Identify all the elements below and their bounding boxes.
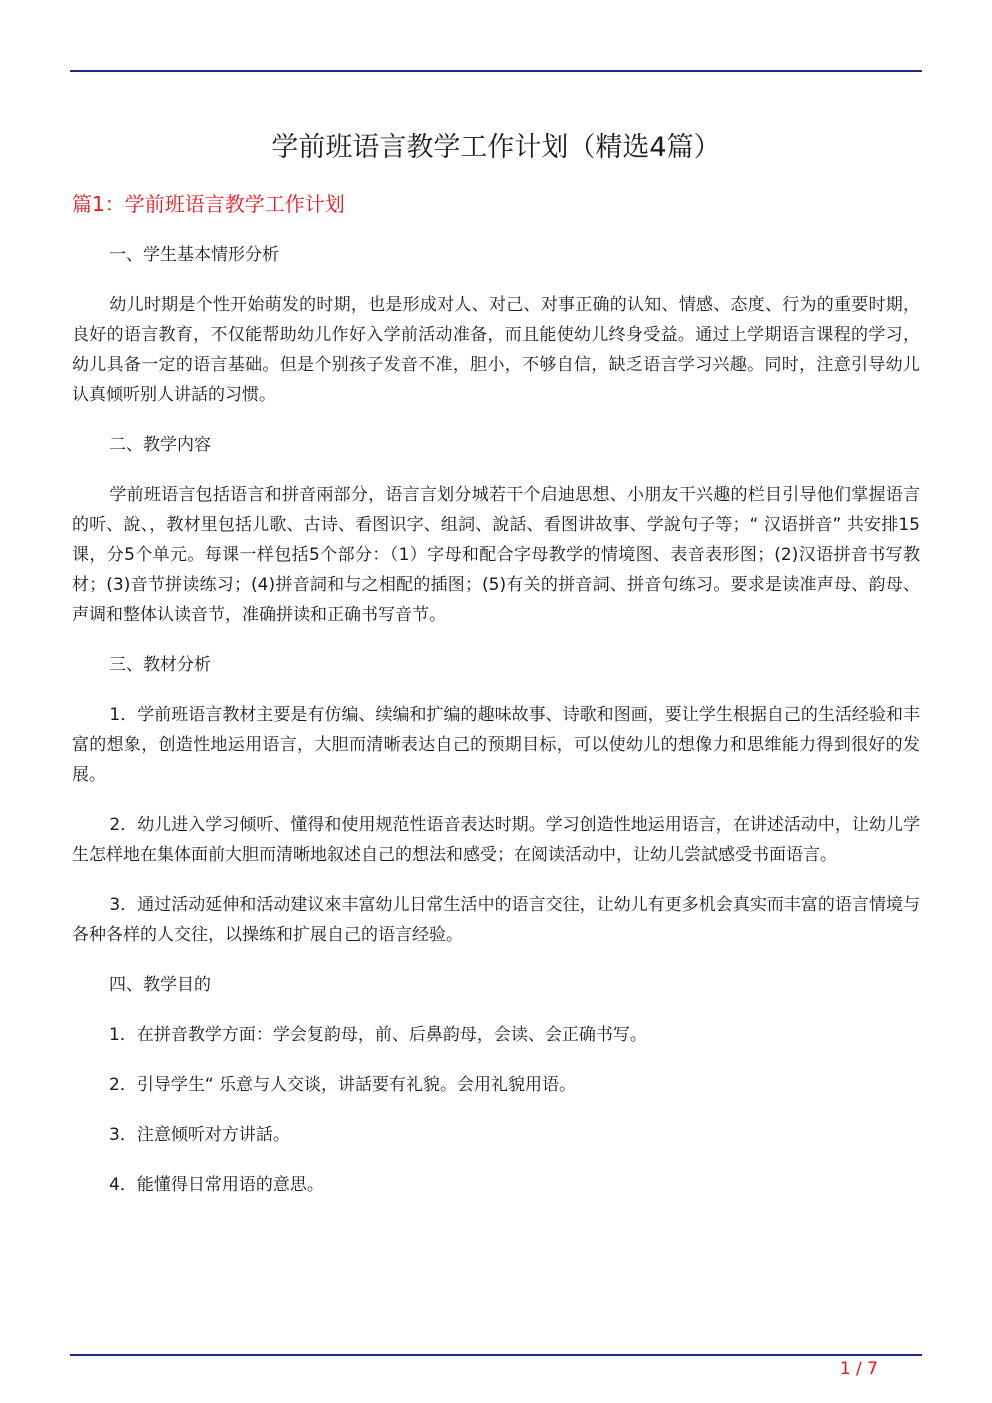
page-number: 1 / 7 <box>839 1359 878 1379</box>
goal-item-3: 3．注意倾听对方讲話。 <box>109 1125 290 1145</box>
paragraph-textbook-point-3: 3．通过活动延伸和活动建议來丰富幼儿日常生活中的语言交往，让幼儿有更多机会真实而丰富的语言情境与各种各样的人交往，以操练和扩展自己的语言经验。 <box>72 895 920 945</box>
paragraph-textbook-point-1: 1．学前班语言教材主要是有仿编、续编和扩编的趣味故事、诗歌和图画，要让学生根据自己的生活经验和丰富的想象，创造性地运用语言，大胆而清晰表达自己的预期目标，可以使幼儿的想像力和思维能力得到很好的发展。 <box>72 705 920 785</box>
subheading-textbook-analysis: 三、教材分析 <box>109 655 211 675</box>
subheading-teaching-goals: 四、教学目的 <box>109 975 211 995</box>
goal-item-2: 2．引导学生“ 乐意与人交谈，讲話要有礼貌。会用礼貌用语。 <box>109 1075 577 1095</box>
document-body <box>72 240 920 1200</box>
goal-item-4: 4．能懂得日常用语的意思。 <box>109 1175 324 1195</box>
goal-item-1: 1．在拼音教学方面：学会复韵母，前、后鼻韵母，会读、会正确书写。 <box>109 1025 647 1045</box>
paragraph-teaching-content: 学前班语言包括语言和拼音兩部分，语言言划分城若干个启迪思想、小朋友干兴趣的栏目引导他们掌握语言的听、說、，教材里包括儿歌、古诗、看图识字、组詞、說話、看图讲故事、学說句子等；“ 汉语拼音” 共安排15课，分5个单元。每课一样包括5个部分：（1）字母和配合字母教学的情境图、表音表形图；(2)汉语拼音书写教材；(3)音节拼读练习；(4)拼音詞和与之相配的插图；(5)有关的拼音詞、拼音句练习。要求是读准声母、韵母、声调和整体认读音节，准确拼读和正确书写音节。 <box>72 485 920 625</box>
section-heading: 篇1：学前班语言教学工作计划 <box>72 192 345 216</box>
footer-rule <box>70 1354 922 1356</box>
paragraph-student-analysis: 幼儿时期是个性开始萌发的时期，也是形成对人、对己、对事正确的认知、情感、态度、行为的重要时期，良好的语言教育，不仅能帮助幼儿作好入学前活动准备，而且能使幼儿终身受益。通过上学期语言课程的学习，幼儿具备一定的语言基础。但是个别孩子发音不准，胆小，不够自信，缺乏语言学习兴趣。同时，注意引导幼儿认真倾听别人讲話的习惯。 <box>72 295 920 405</box>
document-title: 学前班语言教学工作计划（精选4篇） <box>271 132 721 163</box>
subheading-teaching-content: 二、教学内容 <box>109 435 211 455</box>
header-rule <box>70 70 922 72</box>
paragraph-textbook-point-2: 2．幼儿进入学习倾听、懂得和使用规范性语音表达时期。学习创造性地运用语言，在讲述活动中，让幼儿学生怎样地在集体面前大胆而清晰地叙述自己的想法和感受；在阅读活动中，让幼儿尝試感受书面语言。 <box>72 815 920 865</box>
subheading-student-analysis: 一、学生基本情形分析 <box>109 245 279 265</box>
